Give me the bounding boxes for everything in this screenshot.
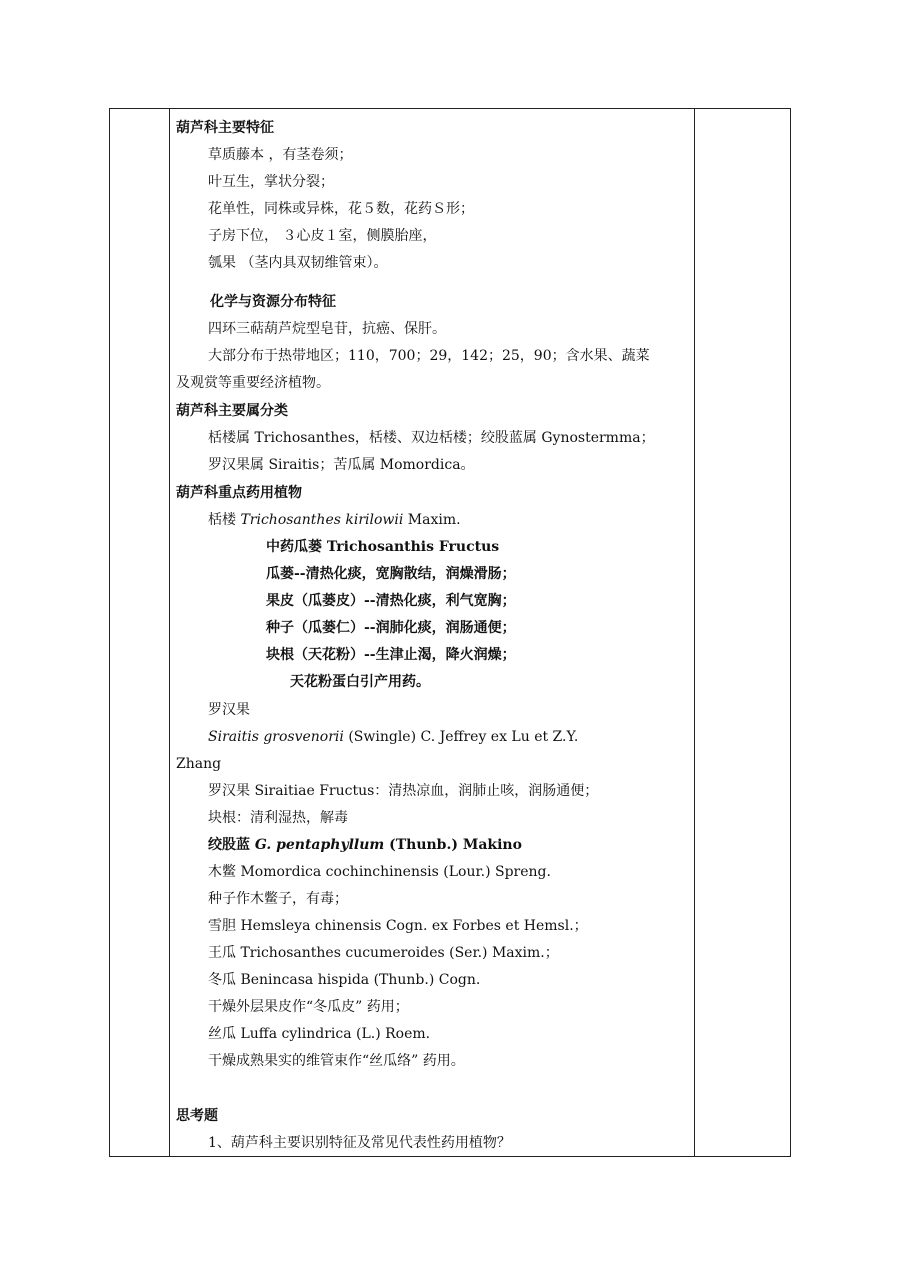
genera-line: 栝楼属 Trichosanthes，栝楼、双边栝楼；绞股蓝属 Gynostermma； <box>208 430 655 446</box>
distribution-line: 大部分布于热带地区；110，700；29，142；25，90；含水果、蔬菜 <box>208 348 650 364</box>
species-line: 种子作木鳖子，有毒； <box>208 891 348 907</box>
question-line: 1、葫芦科主要识别特征及常见代表性药用植物？ <box>208 1135 511 1151</box>
heading-family-features: 葫芦科主要特征 <box>176 120 274 136</box>
feature-line: 花单性，同株或异株，花５数，花药Ｓ形； <box>208 201 474 217</box>
species-line: 丝瓜 Luffa cylindrica (L.) Roem. <box>208 1026 431 1042</box>
heading-chemistry: 化学与资源分布特征 <box>210 294 336 310</box>
species-author-continued: Zhang <box>176 756 222 772</box>
column-divider-left <box>169 109 170 1156</box>
feature-line: 子房下位， ３心皮１室，侧膜胎座， <box>208 228 437 244</box>
drug-line: 种子（瓜蒌仁）--润肺化痰，润肠通便； <box>266 620 516 636</box>
drug-line: 罗汉果 Siraitiae Fructus：清热凉血，润肺止咳，润肠通便； <box>208 783 599 799</box>
species-line: 王瓜 Trichosanthes cucumeroides (Ser.) Maxim.； <box>208 945 559 961</box>
species-line: 冬瓜 Benincasa hispida (Thunb.) Cogn. <box>208 972 481 988</box>
species-cn-name: 绞股蓝 <box>208 837 255 853</box>
species-luohanguo: 罗汉果 <box>208 702 250 718</box>
species-latin-name: Siraitis grosvenorii <box>208 729 344 745</box>
species-jiaogulan <box>208 836 522 854</box>
species-cn-name: 栝楼 <box>208 512 241 528</box>
drug-line: 天花粉蛋白引产用药。 <box>290 674 430 690</box>
species-author: (Swingle) C. Jeffrey ex Lu et Z.Y. <box>343 729 579 745</box>
heading-questions: 思考题 <box>176 1108 218 1124</box>
feature-line: 草质藤本 ，有茎卷须； <box>208 147 353 163</box>
species-line: 干燥外层果皮作“冬瓜皮” 药用； <box>208 999 409 1015</box>
distribution-line: 及观赏等重要经济植物。 <box>176 375 330 391</box>
genera-line: 罗汉果属 Siraitis；苦瓜属 Momordica。 <box>208 457 475 473</box>
species-line: 干燥成熟果实的维管束作“丝瓜络” 药用。 <box>208 1053 465 1069</box>
drug-line: 瓜蒌--清热化痰，宽胸散结，润燥滑肠； <box>266 566 516 582</box>
drug-line: 果皮（瓜蒌皮）--清热化痰，利气宽胸； <box>266 593 516 609</box>
species-latin-name: G. pentaphyllum <box>254 837 385 853</box>
species-luohanguo-latin <box>208 728 578 746</box>
feature-line: 叶互生，掌状分裂； <box>208 174 334 190</box>
species-latin-name: Trichosanthes kirilowii <box>240 512 404 528</box>
species-line: 木鳖 Momordica cochinchinensis (Lour.) Spreng. <box>208 864 551 880</box>
feature-line: 瓠果 （茎内具双韧维管束）。 <box>208 255 388 271</box>
drug-line: 中药瓜蒌 Trichosanthis Fructus <box>266 539 500 555</box>
species-author: (Thunb.) Makino <box>384 837 522 853</box>
drug-line: 块根：清利湿热，解毒 <box>208 810 348 826</box>
heading-genera: 葫芦科主要属分类 <box>176 403 288 419</box>
heading-medicinal-plants: 葫芦科重点药用植物 <box>176 485 302 501</box>
species-line: 雪胆 Hemsleya chinensis Cogn. ex Forbes et Hemsl.； <box>208 918 588 934</box>
chemistry-line: 四环三萜葫芦烷型皂苷，抗癌、保肝。 <box>208 321 446 337</box>
column-divider-right <box>694 109 695 1156</box>
species-author: Maxim. <box>403 512 461 528</box>
species-gualou <box>208 511 461 529</box>
drug-line: 块根（天花粉）--生津止渴，降火润燥； <box>266 647 516 663</box>
